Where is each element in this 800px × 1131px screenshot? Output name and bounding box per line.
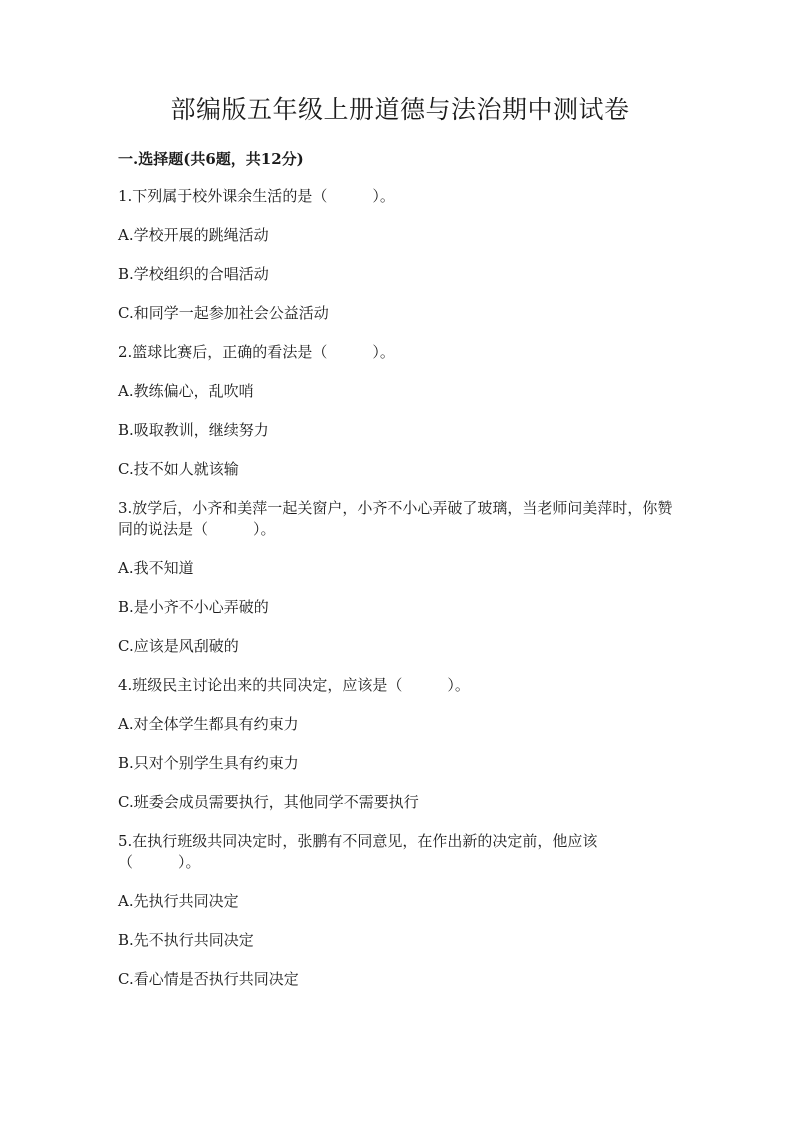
answer-option: C.班委会成员需要执行，其他同学不需要执行 (118, 793, 419, 811)
question-list (118, 186, 678, 1008)
answer-option: A.学校开展的跳绳活动 (118, 226, 269, 244)
answer-option: B.吸取教训，继续努力 (118, 421, 269, 439)
question-item (118, 342, 678, 480)
question-item (118, 675, 678, 813)
question-stem: 5.在执行班级共同决定时，张鹏有不同意见，在作出新的决定前，他应该（ ）。 (118, 832, 598, 871)
answer-option: A.对全体学生都具有约束力 (118, 715, 299, 733)
answer-option: C.看心情是否执行共同决定 (118, 970, 299, 988)
question-item (118, 498, 678, 657)
answer-option: A.我不知道 (118, 559, 194, 577)
question-stem: 2.篮球比赛后，正确的看法是（ ）。 (118, 343, 395, 361)
answer-option: C.和同学一起参加社会公益活动 (118, 304, 329, 322)
page-title: 部编版五年级上册道德与法治期中测试卷 (170, 95, 630, 124)
question-item (118, 186, 678, 324)
section-heading: 一.选择题(共6题，共12分) (118, 150, 304, 168)
question-stem: 3.放学后，小齐和美萍一起关窗户，小齐不小心弄破了玻璃，当老师问美萍时，你赞同的说法是（ ）。 (118, 499, 673, 538)
answer-option: C.应该是风刮破的 (118, 637, 239, 655)
answer-option: B.学校组织的合唱活动 (118, 265, 269, 283)
question-stem: 4.班级民主讨论出来的共同决定，应该是（ ）。 (118, 676, 470, 694)
answer-option: B.只对个别学生具有约束力 (118, 754, 299, 772)
answer-option: A.先执行共同决定 (118, 892, 239, 910)
answer-option: B.是小齐不小心弄破的 (118, 598, 269, 616)
question-item (118, 831, 678, 990)
answer-option: C.技不如人就该输 (118, 460, 239, 478)
question-stem: 1.下列属于校外课余生活的是（ ）。 (118, 187, 395, 205)
answer-option: B.先不执行共同决定 (118, 931, 254, 949)
answer-option: A.教练偏心，乱吹哨 (118, 382, 254, 400)
